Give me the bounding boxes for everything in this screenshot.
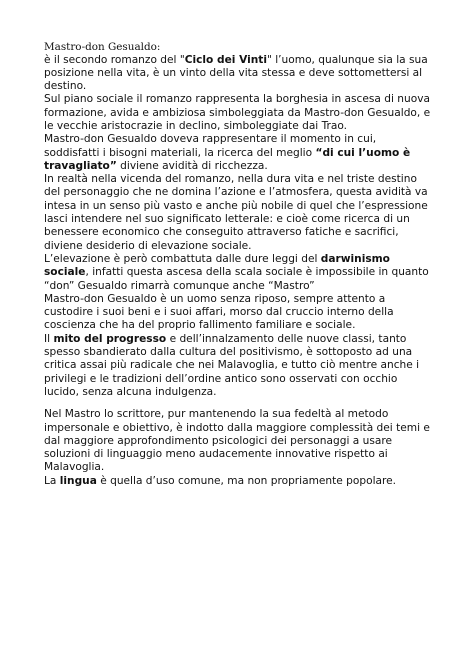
bold-text: lingua	[59, 474, 97, 487]
bold-text: Ciclo dei Vinti	[184, 53, 267, 66]
paragraph-lingua	[44, 475, 432, 488]
text-span: L’elevazione è però combattuta dalle dure leggi del	[44, 252, 321, 265]
text-span: " l’uomo, qualunque sia la sua posizione nella vita, è un vinto della vita stessa e deve sottomettersi al destino.	[44, 53, 428, 93]
paragraph-uomo-senza-riposo: Mastro-don Gesualdo è un uomo senza riposo, sempre attento a custodire i suoi beni e i suoi affari, morso dal cruccio interno della coscienza che ha del proprio fallimento familiare e sociale.	[44, 292, 394, 332]
paragraph-avidita	[44, 133, 432, 173]
document-title: Mastro-don Gesualdo:	[44, 41, 161, 53]
bold-text: mito del progresso	[53, 332, 167, 345]
text-span: è il secondo romanzo del "	[44, 53, 185, 66]
document-body	[44, 41, 432, 488]
text-span: La	[44, 474, 60, 487]
paragraph-ciclo-dei-vinti	[44, 54, 432, 94]
text-span: diviene avidità di ricchezza.	[116, 159, 268, 172]
text-span: e dell’innalzamento delle nuove classi, tanto spesso sbandierato dalla cultura del positivismo, è sottoposto ad una critica assai più radicale che nei Malavoglia, e tutto ciò mentre anche i privilegi e le tradizioni dell’ordine antico sono osservati con occhio lucido, senza alcuna indulgenza.	[44, 332, 420, 398]
text-span: Mastro-don Gesualdo doveva rappresentare il momento in cui, soddisfatti i bisogni materiali, la ricerca del meglio	[44, 133, 377, 159]
paragraph-darwinismo	[44, 253, 432, 293]
paragraph-in-realta: In realtà nella vicenda del romanzo, nella dura vita e nel triste destino del personaggio che ne domina l’azione e l’atmosfera, questa avidità va intesa in un senso più vasto e anche più nobile di quel che l’espressione lasci intendere nel suo significato letterale: e cioè come ricerca di un benessere economico che conseguito attraverso fatiche e sacrifici, diviene desiderio di elevazione sociale.	[44, 173, 428, 252]
paragraph-piano-sociale: Sul piano sociale il romanzo rappresenta la borghesia in ascesa di nuova formazione, avida e ambiziosa simboleggiata da Mastro-don Gesualdo, e le vecchie aristocrazie in declino, simboleggiate dai Trao.	[44, 93, 431, 132]
text-span: è quella d’uso comune, ma non propriamente popolare.	[96, 474, 397, 487]
bold-text: darwinismo sociale	[44, 252, 390, 279]
text-span: , infatti questa ascesa della scala sociale è impossibile in quanto “don” Gesualdo rimarrà comunque anche “Mastro”	[44, 266, 429, 292]
text-span: Il	[44, 332, 54, 345]
paragraph-mito-del-progresso	[44, 333, 432, 399]
paragraph-stile: Nel Mastro lo scrittore, pur mantenendo la sua fedeltà al metodo impersonale e obiettivo, è indotto dalla maggiore complessità dei temi e dal maggiore approfondimento psicologici dei personaggi a usare soluzioni di linguaggio meno audacemente innovative rispetto ai Malavoglia.	[44, 408, 430, 474]
bold-text: “di cui l’uomo è travagliato”	[44, 146, 411, 172]
